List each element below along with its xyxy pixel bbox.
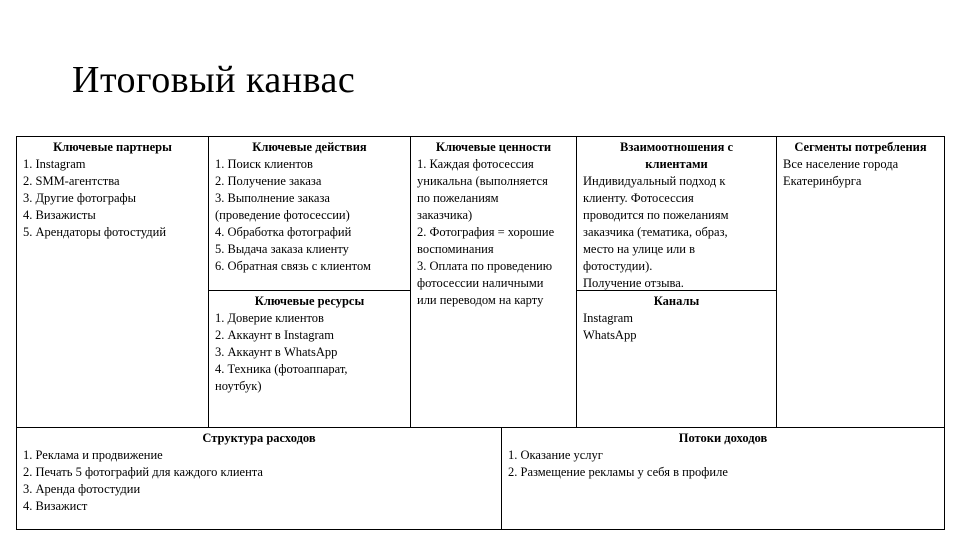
text-line: Все население города — [783, 157, 899, 171]
value-propositions-cell — [410, 136, 577, 428]
key-resources-cell — [208, 290, 411, 428]
list-item: 4. Техника (фотоаппарат, — [215, 362, 348, 376]
key-resources-header: Ключевые ресурсы — [254, 294, 365, 308]
list-item: 3. Оплата по проведению — [417, 259, 553, 273]
list-item: уникальна (выполняется — [417, 174, 548, 188]
customer-relationships-header-line2: клиентами — [645, 157, 708, 171]
list-item: Instagram — [583, 311, 633, 325]
list-item: 3. Другие фотографы — [23, 191, 137, 205]
list-item: 1. Instagram — [23, 157, 86, 171]
customer-segments-cell — [776, 136, 945, 428]
text-line: клиенту. Фотосессия — [583, 191, 694, 205]
list-item: 1. Каждая фотосессия — [417, 157, 534, 171]
list-item: 1. Оказание услуг — [508, 448, 603, 462]
text-line: Получение отзыва. — [583, 276, 684, 290]
cost-structure-header: Структура расходов — [202, 431, 316, 445]
list-item: 3. Аккаунт в WhatsApp — [215, 345, 338, 359]
text-line: Индивидуальный подход к — [583, 174, 726, 188]
text-line: заказчика (тематика, образ, — [583, 225, 728, 239]
key-activities-header: Ключевые действия — [252, 140, 367, 154]
list-item: 3. Аренда фотостудии — [23, 482, 141, 496]
text-line: Екатеринбурга — [783, 174, 862, 188]
list-item: 4. Обработка фотографий — [215, 225, 352, 239]
page-title: Итоговый канвас — [72, 59, 356, 101]
channels-header: Каналы — [653, 294, 700, 308]
list-item: 1. Поиск клиентов — [215, 157, 313, 171]
list-item: ноутбук) — [215, 379, 262, 393]
revenue-streams-cell — [501, 427, 945, 530]
cost-structure-cell — [16, 427, 502, 530]
key-partners-cell — [16, 136, 209, 428]
list-item: 4. Визажисты — [23, 208, 96, 222]
key-activities-cell — [208, 136, 411, 291]
text-line: проводится по пожеланиям — [583, 208, 729, 222]
revenue-streams-header: Потоки доходов — [678, 431, 768, 445]
customer-segments-header: Сегменты потребления — [794, 140, 927, 154]
text-line: фотостудии). — [583, 259, 653, 273]
key-partners-header: Ключевые партнеры — [53, 140, 172, 154]
list-item: по пожеланиям — [417, 191, 499, 205]
list-item: 2. Размещение рекламы у себя в профиле — [508, 465, 728, 479]
list-item: 5. Выдача заказа клиенту — [215, 242, 349, 256]
list-item: 1. Реклама и продвижение — [23, 448, 163, 462]
list-item: 5. Арендаторы фотостудий — [23, 225, 167, 239]
list-item: 2. Фотография = хорошие — [417, 225, 555, 239]
list-item: или переводом на карту — [417, 293, 544, 307]
customer-relationships-cell — [576, 136, 777, 291]
list-item: 1. Доверие клиентов — [215, 311, 324, 325]
channels-cell — [576, 290, 777, 428]
list-item: 6. Обратная связь с клиентом — [215, 259, 371, 273]
list-item: 2. Получение заказа — [215, 174, 322, 188]
list-item: 2. Аккаунт в Instagram — [215, 328, 334, 342]
list-item: заказчика) — [417, 208, 473, 222]
list-item: 3. Выполнение заказа — [215, 191, 330, 205]
list-item: 2. SMM-агентства — [23, 174, 120, 188]
list-item: 2. Печать 5 фотографий для каждого клиента — [23, 465, 263, 479]
customer-relationships-header-line1: Взаимоотношения с — [619, 140, 734, 154]
list-item: фотосессии наличными — [417, 276, 544, 290]
list-item: воспоминания — [417, 242, 494, 256]
text-line: место на улице или в — [583, 242, 695, 256]
value-propositions-header: Ключевые ценности — [435, 140, 552, 154]
list-item: (проведение фотосессии) — [215, 208, 350, 222]
list-item: 4. Визажист — [23, 499, 88, 513]
list-item: WhatsApp — [583, 328, 637, 342]
